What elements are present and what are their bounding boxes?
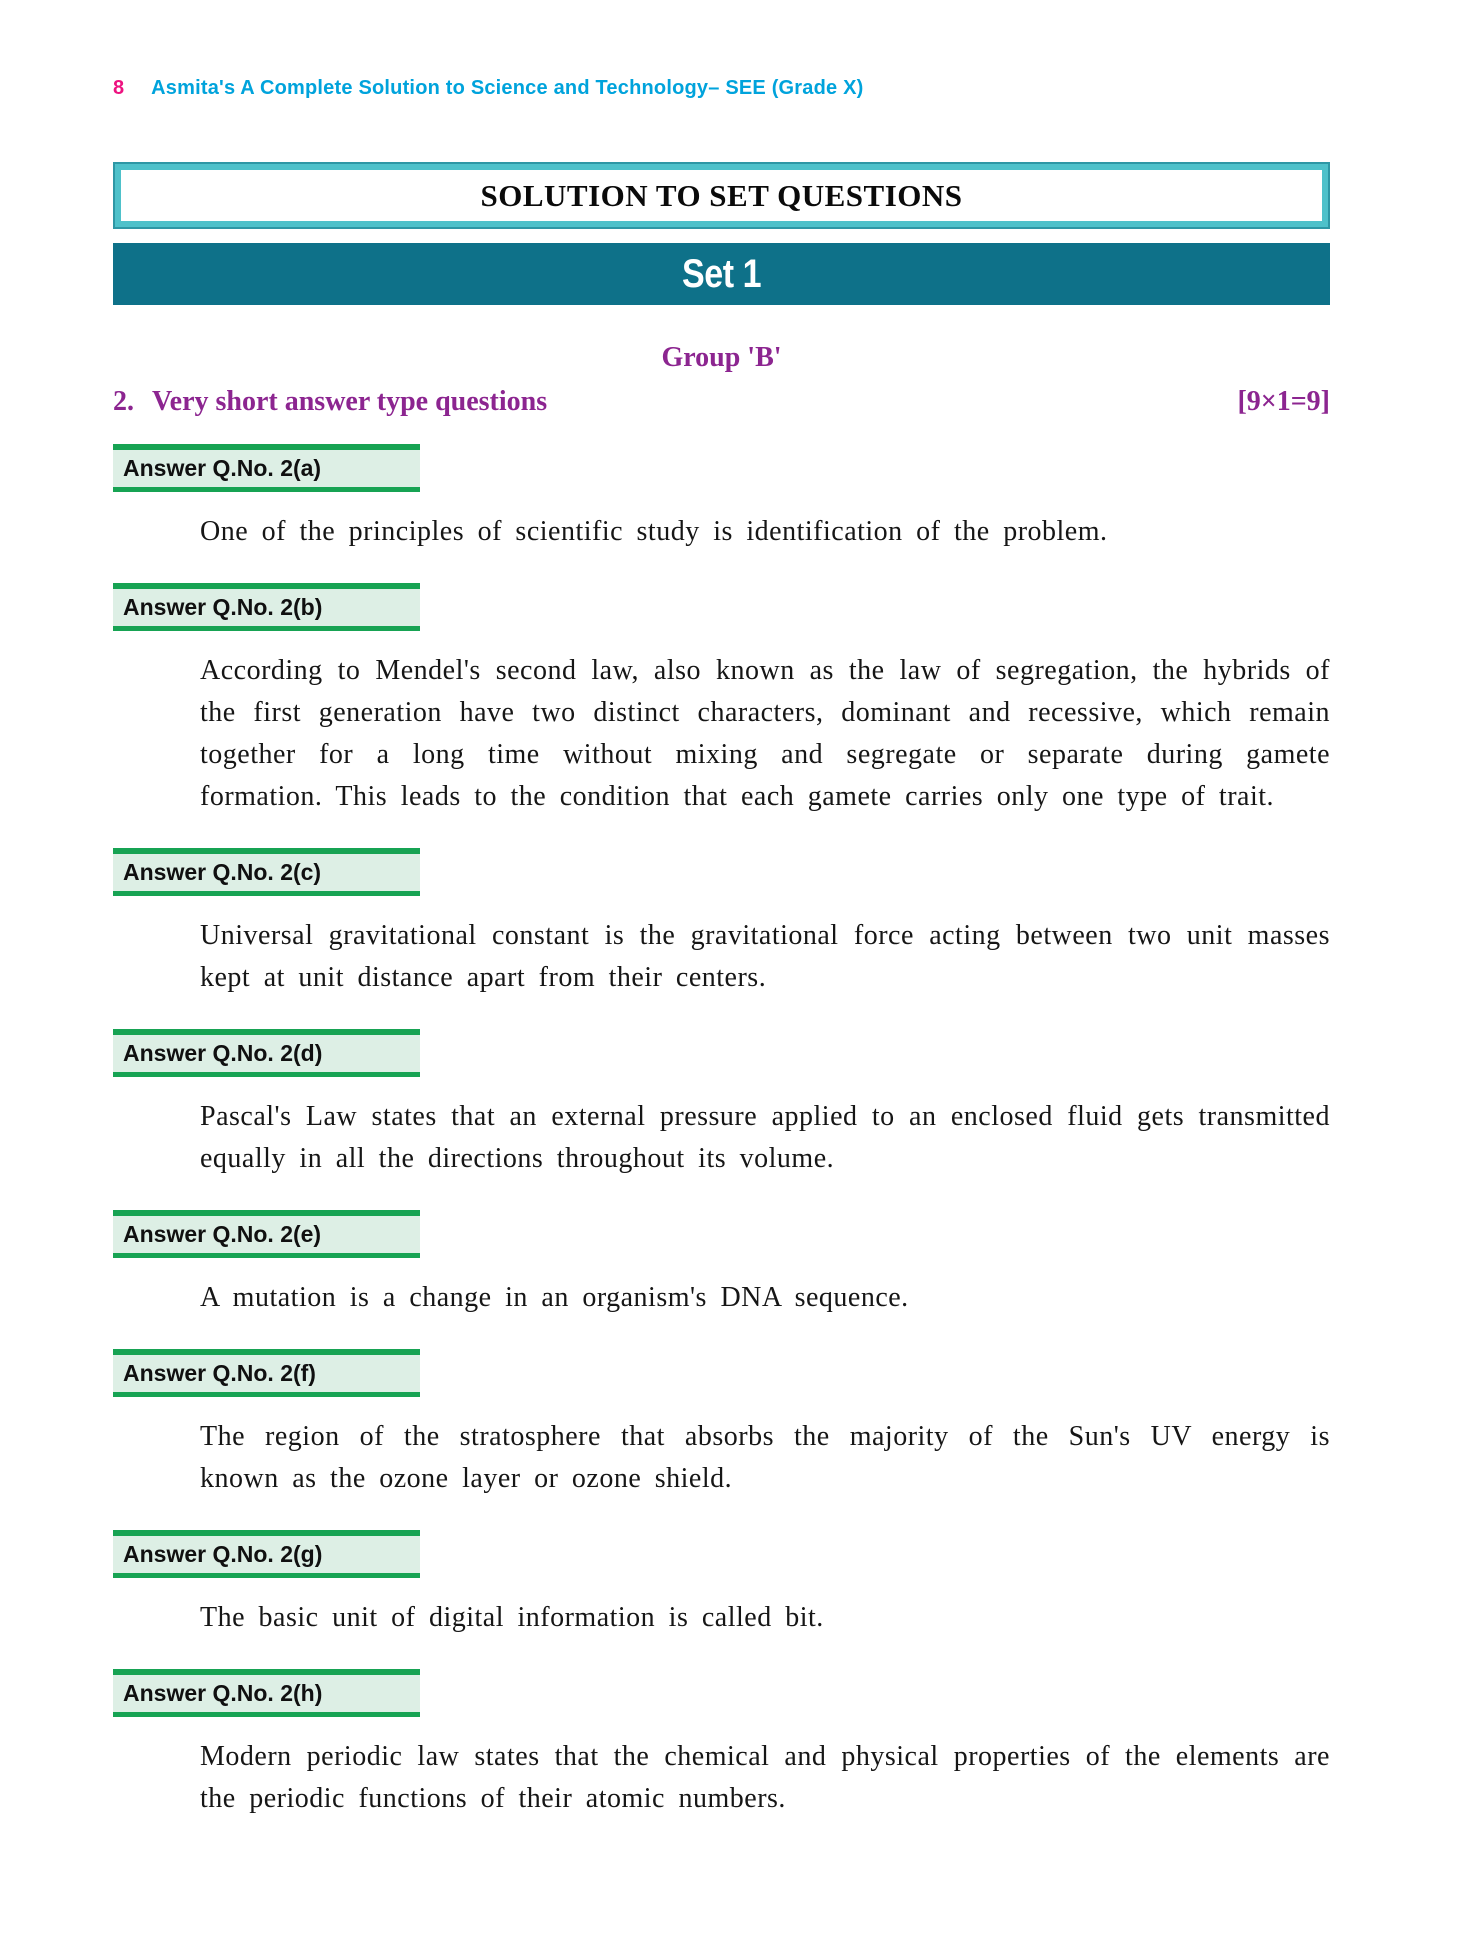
set-banner	[113, 243, 1330, 305]
answer-text: One of the principles of scientific study is identification of the problem.	[200, 516, 1108, 547]
answer-text: The basic unit of digital information is called bit.	[200, 1602, 824, 1633]
answer-label: Answer Q.No. 2(a)	[113, 444, 420, 492]
answer-text: The region of the stratosphere that absorbs the majority of the Sun's UV energy is known as the ozone layer or ozone shield.	[200, 1421, 1330, 1494]
answer-text: Universal gravitational constant is the gravitational force acting between two unit masses kept at unit distance apart from their centers.	[200, 920, 1330, 993]
answer-block	[113, 848, 1330, 999]
question-number: 2.	[113, 386, 134, 417]
answer-label: Answer Q.No. 2(c)	[113, 848, 420, 896]
question-marks: [9×1=9]	[1237, 386, 1330, 417]
solution-title: SOLUTION TO SET QUESTIONS	[480, 178, 963, 213]
answer-block	[113, 1210, 1330, 1319]
question-heading-left	[113, 385, 547, 419]
answer-block	[113, 444, 1330, 553]
answer-block	[113, 1029, 1330, 1180]
question-heading-row	[113, 385, 1330, 419]
group-title: Group 'B'	[661, 342, 782, 373]
answer-text: According to Mendel's second law, also known as the law of segregation, the hybrids of the first generation have two distinct characters, dominant and recessive, which remain together for a long time without mixing and segregate or separate during gamete formation. This leads to the condition that each gamete carries only one type of trait.	[200, 655, 1330, 812]
answers-list	[113, 444, 1330, 1820]
book-title: Asmita's A Complete Solution to Science and Technology– SEE (Grade X)	[151, 77, 864, 99]
set-title: Set 1	[681, 252, 762, 296]
answer-text: Pascal's Law states that an external pressure applied to an enclosed fluid gets transmitted equally in all the directions throughout its volume.	[200, 1101, 1330, 1174]
answer-label: Answer Q.No. 2(g)	[113, 1530, 420, 1578]
answer-text: A mutation is a change in an organism's DNA sequence.	[200, 1282, 909, 1313]
answer-block	[113, 1349, 1330, 1500]
answer-label: Answer Q.No. 2(e)	[113, 1210, 420, 1258]
answer-label: Answer Q.No. 2(f)	[113, 1349, 420, 1397]
solution-title-box	[113, 162, 1330, 229]
answer-block	[113, 583, 1330, 818]
answer-label: Answer Q.No. 2(d)	[113, 1029, 420, 1077]
answer-block	[113, 1669, 1330, 1820]
answer-text: Modern periodic law states that the chemical and physical properties of the elements are the periodic functions of their atomic numbers.	[200, 1741, 1330, 1814]
answer-block	[113, 1530, 1330, 1639]
page-number: 8	[113, 77, 125, 99]
answer-label: Answer Q.No. 2(b)	[113, 583, 420, 631]
answer-label: Answer Q.No. 2(h)	[113, 1669, 420, 1717]
page-header	[113, 76, 1330, 100]
question-heading: Very short answer type questions	[152, 386, 548, 417]
